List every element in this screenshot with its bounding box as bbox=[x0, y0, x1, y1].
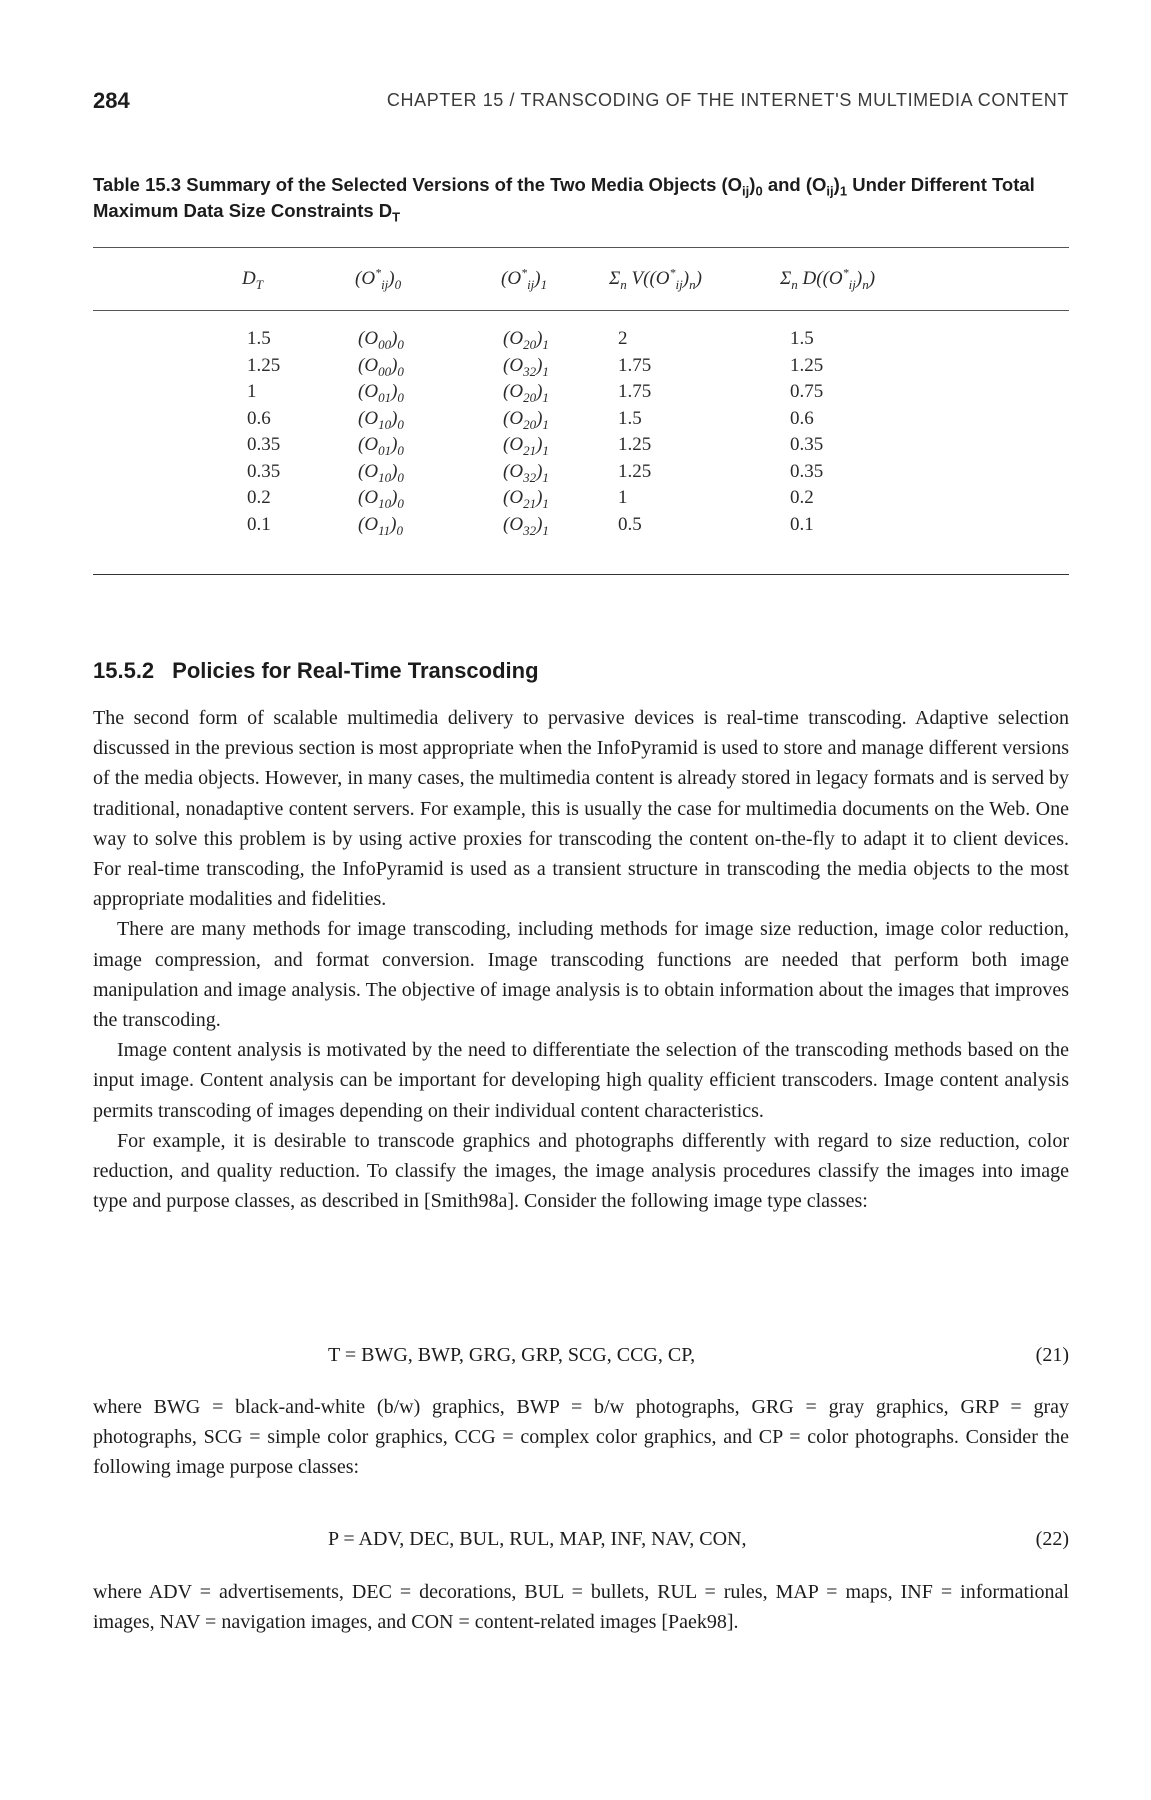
page-number: 284 bbox=[93, 88, 130, 113]
cell-sum-value: 0.5 bbox=[618, 513, 642, 535]
cell-sum-size: 0.6 bbox=[790, 407, 814, 429]
cell-dt: 0.1 bbox=[247, 513, 271, 535]
paragraph: Image content analysis is motivated by the need to differentiate the selection of the transcoding methods based on the input image. Content analysis can be important for developing high quality efficient transcoders. Image content analysis permits transcoding of images depending on their individual content characteristics. bbox=[93, 1039, 1069, 1122]
cell-dt: 1.5 bbox=[247, 328, 271, 349]
cell-sum-value: 1.25 bbox=[618, 434, 652, 455]
section-title: Policies for Real-Time Transcoding bbox=[172, 658, 539, 683]
cell-dt: 1 bbox=[247, 381, 257, 402]
cell-sum-value: 2 bbox=[618, 328, 628, 349]
cell-sum-value: 1.5 bbox=[618, 407, 642, 429]
paragraph: where BWG = black-and-white (b/w) graphics, BWP = b/w photographs, GRG = gray graphics, GRP = gray photographs, SCG = simple color graphics, CCG = complex color graphics, and CP = color photographs. Consider the following image purpose classes: bbox=[93, 1396, 1069, 1479]
table-header-rule bbox=[93, 310, 1069, 311]
cell-sum-size: 0.1 bbox=[790, 513, 814, 535]
cell-sum-value: 1.75 bbox=[618, 354, 652, 376]
cell-sum-value: 1.25 bbox=[618, 460, 652, 482]
cell-version-0: $(O_{00})_0$ bbox=[358, 328, 404, 352]
cell-dt: 1.25 bbox=[247, 354, 281, 376]
cell-sum-value: 1.75 bbox=[618, 381, 652, 402]
cell-sum-size: 0.2 bbox=[790, 487, 814, 508]
cell-version-1: $(O_{20})_1$ bbox=[503, 407, 549, 432]
running-head bbox=[93, 88, 1069, 114]
equation-body: T = BWG, BWP, GRG, GRP, SCG, CCG, CP, bbox=[328, 1344, 696, 1366]
paragraph: For example, it is desirable to transcode graphics and photographs differently with regard to size reduction, color reduction, and quality reduction. To classify the images, the image analysis procedures classify the images into image type and purpose classes, as described in [Smith98a]. Consider the following image type classes: bbox=[93, 1129, 1069, 1213]
cell-dt: 0.35 bbox=[247, 460, 281, 482]
table-row bbox=[0, 514, 1151, 541]
header-version-1: $(O^*_{ij})_1$ bbox=[501, 265, 548, 292]
chapter-title: CHAPTER 15 / TRANSCODING OF THE INTERNET'S MULTIMEDIA CONTENT bbox=[386, 90, 1069, 110]
cell-sum-size: 0.35 bbox=[790, 434, 824, 455]
equation-number: (21) bbox=[1035, 1344, 1069, 1366]
cell-version-0: $(O_{01})_0$ bbox=[358, 381, 404, 405]
cell-version-0: $(O_{10})_0$ bbox=[358, 487, 404, 511]
table-caption: Table 15.3 Summary of the Selected Versions of the Two Media Objects $(O_{ij})_0$ and $(O_{ij})_1$ Under Different Total Maximum Data Size Constraints $D_T$ bbox=[93, 174, 1035, 225]
table-top-rule bbox=[93, 247, 1069, 248]
cell-version-1: $(O_{21})_1$ bbox=[503, 434, 549, 458]
table-bottom-rule bbox=[93, 574, 1069, 575]
cell-version-1: $(O_{32})_1$ bbox=[503, 513, 549, 538]
cell-version-1: $(O_{21})_1$ bbox=[503, 487, 549, 511]
section-heading bbox=[93, 658, 539, 684]
cell-version-0: $(O_{01})_0$ bbox=[358, 434, 404, 458]
equation-number: (22) bbox=[1035, 1528, 1069, 1550]
cell-sum-size: 0.35 bbox=[790, 460, 824, 482]
cell-dt: 0.35 bbox=[247, 434, 281, 455]
paragraph: The second form of scalable multimedia delivery to pervasive devices is real-time transcoding. Adaptive selection discussed in the previous section is most appropriate when the InfoPyramid is used to store and manage different versions of the media objects. However, in many cases, the multimedia content is already stored in legacy formats and is served by traditional, nonadaptive content servers. For example, this is usually the case for multimedia documents on the Web. One way to solve this problem is by using active proxies for transcoding the content on-the-fly to adapt it to client devices. For real-time transcoding, the InfoPyramid is used as a transient structure in transcoding the media objects to the most appropriate modalities and fidelities. bbox=[93, 707, 1069, 911]
cell-version-1: $(O_{20})_1$ bbox=[503, 381, 549, 405]
cell-version-1: $(O_{20})_1$ bbox=[503, 328, 549, 352]
header-sum-size: $\Sigma_n$ $D((O^*_{ij})_n)$ bbox=[780, 265, 876, 292]
cell-sum-value: 1 bbox=[618, 487, 628, 508]
paragraph: where ADV = advertisements, DEC = decorations, BUL = bullets, RUL = rules, MAP = maps, INF = informational images, NAV = navigation images, and CON = content-related images [Paek98]. bbox=[93, 1581, 1069, 1634]
header-dt: $D_T$ bbox=[242, 268, 263, 292]
section-number: 15.5.2 bbox=[93, 658, 155, 683]
cell-version-0: $(O_{11})_0$ bbox=[358, 513, 403, 538]
table-row bbox=[0, 434, 1151, 461]
cell-version-1: $(O_{32})_1$ bbox=[503, 354, 549, 379]
body-text bbox=[93, 703, 1069, 1216]
table-row bbox=[0, 328, 1151, 355]
cell-sum-size: 1.5 bbox=[790, 328, 814, 349]
cell-version-0: $(O_{10})_0$ bbox=[358, 460, 404, 485]
cell-version-0: $(O_{00})_0$ bbox=[358, 354, 404, 379]
table-row bbox=[0, 381, 1151, 408]
paragraph: There are many methods for image transcoding, including methods for image size reduction, image color reduction, image compression, and format conversion. Image transcoding functions are needed that perform both image manipulation and image analysis. The objective of image analysis is to obtain information about the images that improves the transcoding. bbox=[93, 918, 1069, 1032]
table-row bbox=[0, 487, 1151, 514]
cell-sum-size: 1.25 bbox=[790, 354, 824, 376]
cell-version-0: $(O_{10})_0$ bbox=[358, 407, 404, 432]
table-row bbox=[0, 355, 1151, 382]
cell-dt: 0.6 bbox=[247, 407, 271, 429]
header-version-0: $(O^*_{ij})_0$ bbox=[355, 265, 402, 292]
cell-sum-size: 0.75 bbox=[790, 381, 824, 402]
header-sum-value: $\Sigma_n$ $V((O^*_{ij})_n)$ bbox=[609, 265, 702, 292]
equation-body: P = ADV, DEC, BUL, RUL, MAP, INF, NAV, CON, bbox=[328, 1528, 747, 1550]
table-body bbox=[0, 328, 1151, 540]
table-row bbox=[0, 408, 1151, 435]
cell-dt: 0.2 bbox=[247, 487, 271, 508]
table-row bbox=[0, 461, 1151, 488]
cell-version-1: $(O_{32})_1$ bbox=[503, 460, 549, 485]
